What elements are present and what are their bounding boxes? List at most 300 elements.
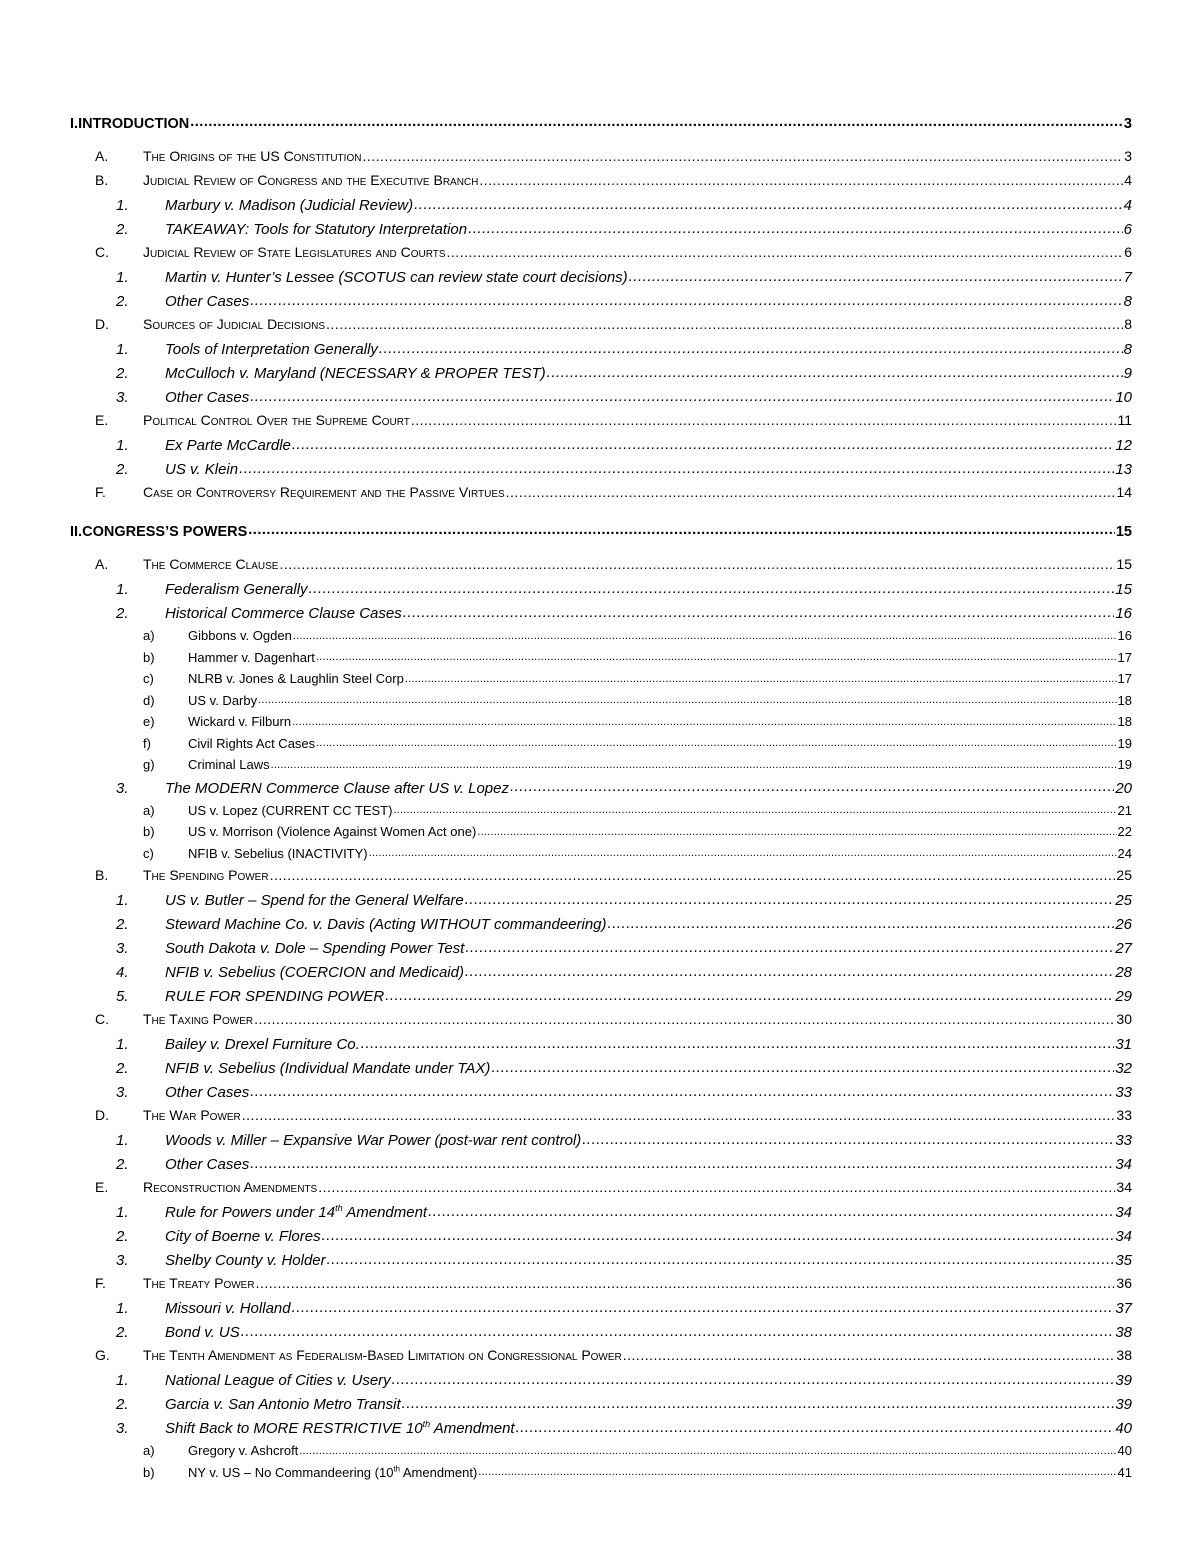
toc-entry-title-text: Sources of Judicial Decisions [143, 316, 326, 332]
toc-entry-gregory-v-ashcroft[interactable] [70, 1442, 1132, 1464]
toc-entry-title-text: NFIB v. Sebelius (Individual Mandate under TAX) [165, 1060, 491, 1077]
toc-entry-title [143, 867, 269, 883]
toc-entry-ny-v-us-no-commandeering-10-amendment[interactable] [70, 1464, 1132, 1486]
toc-entry-marbury-v-madison-judicial-review[interactable] [70, 195, 1132, 219]
toc-entry-title-text: The Spending Power [143, 867, 269, 883]
dot-leader [316, 735, 1116, 748]
toc-entry-us-v-klein[interactable] [70, 459, 1132, 483]
toc-page-number: 41 [1117, 1464, 1132, 1480]
toc-entry-takeaway-tools-for-statutory-interpretation[interactable] [70, 219, 1132, 243]
toc-entry-title [143, 484, 505, 500]
toc-entry-rule-for-powers-under-14-amendment[interactable] [70, 1202, 1132, 1226]
toc-entry-title [143, 1275, 255, 1291]
toc-entry-title-text: Other Cases [165, 1084, 250, 1101]
toc-entry-title-text: Garcia v. San Antonio Metro Transit [165, 1396, 401, 1413]
toc-entry-bailey-v-drexel-furniture-co[interactable] [70, 1034, 1132, 1058]
dot-leader [292, 435, 1114, 450]
toc-entry-political-control-over-the-supreme-court[interactable] [70, 411, 1132, 435]
dot-leader [271, 756, 1117, 769]
toc-entry-title [165, 1204, 427, 1221]
toc-entry-title [143, 1347, 622, 1363]
dot-leader [190, 113, 1123, 128]
dot-leader [402, 1394, 1115, 1409]
toc-page-number: 37 [1115, 1300, 1132, 1317]
toc-entry-title [188, 650, 315, 665]
toc-entry-title [188, 736, 315, 751]
toc-page-number: 38 [1116, 1347, 1132, 1363]
toc-entry-title-text: Missouri v. Holland [165, 1300, 291, 1317]
toc-entry-number: b) [143, 824, 155, 839]
toc-page-number: 18 [1117, 692, 1132, 708]
toc-page-number: 10 [1115, 389, 1132, 406]
toc-entry-title [165, 1252, 326, 1269]
toc-entry-title [143, 1179, 317, 1195]
toc-entry-mcculloch-v-maryland-necessary-proper-test[interactable] [70, 363, 1132, 387]
toc-entry-south-dakota-v-dole-spending-power-test[interactable] [70, 938, 1132, 962]
toc-entry-ex-parte-mccardle[interactable] [70, 435, 1132, 459]
dot-leader [582, 1130, 1114, 1145]
toc-entry-title [165, 780, 509, 797]
dot-leader [465, 890, 1115, 905]
toc-page-number: 39 [1115, 1372, 1132, 1389]
toc-entry-title-text: US v. Morrison (Violence Against Women Act one) [188, 824, 477, 839]
toc-page-number: 34 [1115, 1228, 1132, 1245]
toc-entry-title-text: Judicial Review of Congress and the Executive Branch [143, 172, 479, 188]
toc-entry-number: 1. [116, 1036, 129, 1053]
toc-entry-judicial-review-of-state-legislatures-and-courts[interactable] [70, 243, 1132, 267]
toc-entry-nfib-v-sebelius-coercion-and-medicaid[interactable] [70, 962, 1132, 986]
toc-entry-title-text: City of Boerne v. Flores [165, 1228, 321, 1245]
toc-page-number: 29 [1115, 988, 1132, 1005]
dot-leader [293, 627, 1117, 640]
toc-page-number: 25 [1116, 867, 1132, 883]
toc-entry-number: F. [95, 1275, 106, 1291]
toc-entry-steward-machine-co-v-davis-acting-without-commandeering[interactable] [70, 914, 1132, 938]
toc-entry-bond-v-us[interactable] [70, 1322, 1132, 1346]
toc-entry-title-text: Tools of Interpretation Generally [165, 341, 378, 358]
toc-entry-title-text: Hammer v. Dagenhart [188, 649, 315, 665]
dot-leader [309, 579, 1115, 594]
dot-leader [369, 845, 1117, 858]
dot-leader [405, 670, 1117, 683]
toc-entry-woods-v-miller-expansive-war-power-post-war-rent-control[interactable] [70, 1130, 1132, 1154]
toc-page-number: 21 [1117, 802, 1132, 818]
toc-entry-civil-rights-act-cases[interactable] [70, 735, 1132, 757]
toc-entry-the-taxing-power[interactable] [70, 1010, 1132, 1034]
toc-page-number: 17 [1117, 649, 1132, 665]
toc-entry-title [165, 1228, 321, 1245]
toc-entry-title-text: Steward Machine Co. v. Davis (Acting WITHOUT commandeering) [165, 916, 607, 933]
dot-leader [379, 339, 1123, 354]
toc-entry-nfib-v-sebelius-inactivity[interactable] [70, 845, 1132, 867]
toc-entry-other-cases[interactable] [70, 387, 1132, 411]
toc-entry-the-war-power[interactable] [70, 1106, 1132, 1130]
toc-entry-title [165, 581, 308, 598]
toc-entry-title [165, 389, 249, 406]
toc-entry-title [143, 556, 278, 572]
toc-entry-number: E. [95, 412, 109, 428]
toc-entry-title [165, 1156, 249, 1173]
toc-entry-number: C. [95, 1011, 109, 1027]
dot-leader [250, 291, 1122, 306]
toc-entry-title-text: Case or Controversy Requirement and the Passive Virtues [143, 484, 505, 500]
toc-entry-number: 4. [116, 964, 129, 981]
toc-entry-number: 2. [116, 916, 129, 933]
toc-entry-nlrb-v-jones-laughlin-steel-corp[interactable] [70, 670, 1132, 692]
toc-entry-other-cases[interactable] [70, 1154, 1132, 1178]
toc-entry-title [188, 1465, 477, 1480]
toc-entry-title [165, 293, 249, 310]
toc-entry-reconstruction-amendments[interactable] [70, 1178, 1132, 1202]
dot-leader [327, 1250, 1115, 1265]
toc-entry-title [143, 148, 361, 164]
dot-leader [385, 986, 1114, 1001]
toc-page-number: 31 [1115, 1036, 1132, 1053]
toc-entry-title [82, 524, 247, 540]
toc-entry-the-treaty-power[interactable] [70, 1274, 1132, 1298]
toc-entry-title-text: NLRB v. Jones & Laughlin Steel Corp [188, 671, 404, 686]
toc-entry-number: 1. [116, 1132, 129, 1149]
toc-entry-number: E. [95, 1179, 109, 1195]
toc-entry-title-text-after: Amendment) [399, 1464, 478, 1480]
toc-entry-title-text: Martin v. Hunter’s Lessee (SCOTUS can review state court decisions) [165, 269, 628, 286]
toc-page-number: 18 [1117, 714, 1132, 729]
toc-page-number: 35 [1115, 1252, 1132, 1269]
toc-page-number: 27 [1115, 940, 1132, 957]
toc-entry-title-text: Woods v. Miller – Expansive War Power (post-war rent control) [165, 1132, 582, 1149]
toc-entry-title-text: Political Control Over the Supreme Court [143, 412, 410, 428]
toc-entry-federalism-generally[interactable] [70, 579, 1132, 603]
toc-entry-number: f) [143, 735, 151, 751]
dot-leader [256, 1274, 1116, 1288]
toc-entry-title [143, 316, 325, 332]
toc-entry-judicial-review-of-congress-and-the-executive-branch[interactable] [70, 171, 1132, 195]
toc-entry-title-text-after: Amendment [430, 1420, 515, 1437]
toc-entry-title-text: RULE FOR SPENDING POWER [165, 988, 385, 1005]
toc-entry-national-league-of-cities-v-usery[interactable] [70, 1370, 1132, 1394]
toc-entry-title-text: Other Cases [165, 293, 250, 310]
toc-entry-title [165, 1132, 581, 1149]
toc-entry-city-of-boerne-v-flores[interactable] [70, 1226, 1132, 1250]
toc-entry-case-or-controversy-requirement-and-the-passive-virtues[interactable] [70, 483, 1132, 507]
toc-entry-title [165, 1084, 249, 1101]
toc-entry-wickard-v-filburn[interactable] [70, 713, 1132, 735]
toc-entry-other-cases[interactable] [70, 291, 1132, 315]
toc-entry-number: 2. [116, 1156, 129, 1173]
toc-entry-title-text: McCulloch v. Maryland (NECESSARY & PROPER TEST) [165, 365, 546, 382]
toc-entry-number: e) [143, 714, 155, 729]
toc-entry-title [188, 1443, 298, 1458]
toc-entry-title-text-after: Amendment [342, 1204, 428, 1221]
ordinal-superscript: th [335, 1203, 343, 1213]
toc-entry-title-text: Shift Back to MORE RESTRICTIVE 10 [165, 1420, 423, 1437]
toc-page-number: 7 [1123, 269, 1132, 286]
toc-entry-number: D. [95, 1107, 109, 1123]
toc-entry-number: a) [143, 628, 155, 643]
toc-page-number: 3 [1123, 115, 1132, 132]
toc-page-number: 40 [1115, 1420, 1132, 1437]
toc-entry-title [165, 892, 464, 909]
toc-entry-the-tenth-amendment-as-federalism-based-limitation-on-congressional-power[interactable] [70, 1346, 1132, 1370]
toc-entry-gibbons-v-ogden[interactable] [70, 627, 1132, 649]
toc-entry-title [165, 916, 607, 933]
toc-entry-number: 1. [116, 1300, 129, 1317]
toc-page-number: 3 [1124, 148, 1132, 164]
dot-leader [411, 411, 1117, 425]
toc-entry-title-text: The Commerce Clause [143, 556, 279, 572]
toc-entry-tools-of-interpretation-generally[interactable] [70, 339, 1132, 363]
toc-entry-title-text: NY v. US – No Commandeering (10 [188, 1464, 394, 1480]
toc-entry-title [165, 1324, 240, 1341]
toc-entry-title [188, 803, 392, 818]
toc-entry-title-text: US v. Butler – Spend for the General Welfare [165, 892, 464, 909]
dot-leader [361, 1034, 1115, 1049]
toc-page-number: 28 [1115, 964, 1132, 981]
toc-page-number: 15 [1115, 523, 1132, 540]
toc-entry-congress-s-powers[interactable] [70, 521, 1132, 545]
toc-entry-title [143, 1107, 241, 1123]
toc-page-number: 12 [1115, 437, 1132, 454]
toc-entry-title [165, 197, 413, 214]
toc-entry-number: B. [95, 172, 109, 188]
toc-entry-title-text: Gibbons v. Ogden [188, 628, 292, 643]
toc-page-number: 34 [1115, 1204, 1132, 1221]
toc-entry-number: c) [143, 845, 154, 861]
toc-entry-title-text: The Taxing Power [143, 1011, 254, 1027]
toc-entry-historical-commerce-clause-cases[interactable] [70, 603, 1132, 627]
toc-entry-number: 1. [116, 437, 129, 454]
toc-entry-number: 2. [116, 605, 129, 622]
toc-entry-title-text: Civil Rights Act Cases [188, 735, 316, 751]
toc-entry-us-v-darby[interactable] [70, 692, 1132, 714]
toc-entry-hammer-v-dagenhart[interactable] [70, 649, 1132, 671]
toc-entry-number: D. [95, 316, 109, 332]
toc-entry-title-text: Wickard v. Filburn [188, 714, 292, 729]
toc-entry-number: g) [143, 757, 155, 772]
dot-leader [258, 692, 1116, 705]
toc-page-number: 33 [1115, 1132, 1132, 1149]
dot-leader [393, 802, 1116, 815]
toc-entry-number: 1. [116, 1372, 129, 1389]
toc-entry-us-v-lopez-current-cc-test[interactable] [70, 802, 1132, 824]
toc-entry-us-v-butler-spend-for-the-general-welfare[interactable] [70, 890, 1132, 914]
dot-leader [299, 1442, 1116, 1455]
toc-entry-number: 3. [116, 389, 129, 406]
toc-entry-number: b) [143, 1464, 155, 1480]
toc-entry-shelby-county-v-holder[interactable] [70, 1250, 1132, 1274]
toc-entry-title-text: US v. Klein [165, 461, 239, 478]
toc-entry-martin-v-hunter-s-lessee-scotus-can-review-state-court-decisions[interactable] [70, 267, 1132, 291]
toc-entry-nfib-v-sebelius-individual-mandate-under-tax[interactable] [70, 1058, 1132, 1082]
toc-page-number: 30 [1116, 1011, 1132, 1027]
toc-entry-title-text: NFIB v. Sebelius (COERCION and Medicaid) [165, 964, 464, 981]
toc-entry-title [188, 824, 476, 839]
toc-page-number: 11 [1117, 412, 1132, 428]
toc-entry-number: c) [143, 671, 154, 686]
toc-entry-title [78, 116, 189, 132]
toc-entry-number: 2. [116, 365, 129, 382]
toc-entry-missouri-v-holland[interactable] [70, 1298, 1132, 1322]
toc-page-number: 15 [1116, 556, 1132, 572]
toc-entry-number: 2. [116, 1396, 129, 1413]
toc-entry-number: 1. [116, 341, 129, 358]
toc-entry-the-origins-of-the-us-constitution[interactable] [70, 147, 1132, 171]
toc-page-number: 16 [1115, 605, 1132, 622]
dot-leader [316, 649, 1117, 662]
toc-page-number: 6 [1123, 221, 1132, 238]
dot-leader [491, 1058, 1114, 1073]
toc-entry-title [188, 628, 292, 643]
toc-entry-the-modern-commerce-clause-after-us-v-lopez[interactable] [70, 778, 1132, 802]
toc-entry-title-text: Gregory v. Ashcroft [188, 1443, 299, 1458]
toc-entry-title-text: The Tenth Amendment as Federalism-Based Limitation on Congressional Power [143, 1347, 622, 1363]
toc-entry-title [188, 693, 257, 708]
toc-page-number: 33 [1115, 1084, 1132, 1101]
toc-entry-criminal-laws[interactable] [70, 756, 1132, 778]
dot-leader [250, 387, 1114, 402]
toc-page-number: 20 [1115, 779, 1132, 797]
toc-entry-the-spending-power[interactable] [70, 866, 1132, 890]
dot-leader [516, 1418, 1115, 1433]
toc-entry-number: 2. [116, 461, 129, 478]
dot-leader [250, 1082, 1114, 1097]
toc-page-number: 25 [1115, 892, 1132, 909]
toc-entry-number: C. [95, 244, 109, 260]
toc-entry-title-text: Shelby County v. Holder [165, 1252, 326, 1269]
toc-entry-number: a) [143, 1443, 155, 1458]
dot-leader [629, 267, 1123, 282]
toc-page-number: 19 [1117, 757, 1132, 772]
toc-entry-title [143, 1011, 253, 1027]
dot-leader [318, 1178, 1115, 1192]
toc-entry-title [188, 846, 368, 861]
dot-leader [362, 147, 1123, 161]
toc-entry-title [165, 1300, 291, 1317]
toc-page-number: 22 [1117, 824, 1132, 839]
dot-leader [414, 195, 1123, 210]
toc-page-number: 38 [1115, 1324, 1132, 1341]
toc-entry-number: B. [95, 867, 109, 883]
toc-entry-title-text: Judicial Review of State Legislatures and Courts [143, 244, 446, 260]
toc-page-number: 36 [1116, 1275, 1132, 1291]
toc-entry-title [165, 1420, 515, 1437]
dot-leader [477, 823, 1116, 836]
dot-leader [250, 1154, 1114, 1169]
dot-leader [254, 1010, 1115, 1024]
toc-entry-title [165, 1036, 360, 1053]
toc-entry-rule-for-spending-power[interactable] [70, 986, 1132, 1010]
toc-entry-title [165, 437, 291, 454]
toc-entry-title-text: Other Cases [165, 389, 250, 406]
toc-entry-title [165, 341, 378, 358]
toc-entry-title [165, 988, 384, 1005]
toc-page-number: 34 [1116, 1179, 1132, 1195]
toc-page-number: 8 [1124, 316, 1132, 332]
toc-entry-title-text: CONGRESS’S POWERS [82, 523, 248, 540]
toc-page-number: 9 [1123, 365, 1132, 382]
toc-entry-title-text: Marbury v. Madison (Judicial Review) [165, 197, 414, 214]
dot-leader [239, 459, 1114, 474]
toc-entry-title [165, 269, 628, 286]
toc-entry-number: G. [95, 1347, 110, 1363]
toc-entry-title [165, 1396, 401, 1413]
dot-leader [241, 1322, 1115, 1337]
toc-entry-other-cases[interactable] [70, 1082, 1132, 1106]
toc-page-number: 40 [1117, 1443, 1132, 1458]
toc-entry-title-text: US v. Darby [188, 692, 258, 708]
toc-page-number: 24 [1117, 845, 1132, 861]
toc-entry-title [165, 1372, 391, 1389]
ordinal-superscript: th [422, 1419, 431, 1429]
toc-entry-number: 3. [116, 940, 129, 957]
toc-page-number: 33 [1116, 1107, 1132, 1123]
toc-entry-title-text: Historical Commerce Clause Cases [165, 605, 402, 622]
toc-entry-number: I. [70, 115, 79, 132]
toc-entry-number: 3. [116, 1420, 129, 1437]
toc-entry-number: A. [95, 556, 109, 572]
dot-leader [279, 555, 1115, 569]
toc-entry-title-text: US v. Lopez (CURRENT CC TEST) [188, 802, 393, 818]
toc-entry-number: 3. [116, 1084, 129, 1101]
toc-entry-title-text: TAKEAWAY: Tools for Statutory Interpretation [165, 221, 468, 238]
toc-entry-title [165, 365, 546, 382]
toc-entry-shift-back-to-more-restrictive-10-amendment[interactable] [70, 1418, 1132, 1442]
toc-entry-title-text: Bond v. US [165, 1324, 240, 1341]
toc-entry-sources-of-judicial-decisions[interactable] [70, 315, 1132, 339]
toc-entry-number: 2. [116, 1060, 129, 1077]
toc-entry-us-v-morrison-violence-against-women-act-one[interactable] [70, 823, 1132, 845]
toc-page-number: 14 [1116, 484, 1132, 500]
toc-entry-title [165, 940, 464, 957]
toc-page-number: 26 [1115, 916, 1132, 933]
toc-entry-title [165, 605, 402, 622]
toc-entry-title-text: Federalism Generally [165, 581, 308, 598]
toc-entry-title-text: The MODERN Commerce Clause after US v. Lopez [165, 779, 509, 797]
toc-entry-number: II. [70, 523, 83, 540]
toc-entry-title-text: The Origins of the US Constitution [143, 148, 362, 164]
toc-page-number: 4 [1124, 172, 1132, 188]
dot-leader [465, 962, 1114, 977]
toc-entry-number: a) [143, 802, 155, 818]
toc-entry-title [188, 757, 270, 772]
toc-entry-number: F. [95, 484, 106, 500]
toc-entry-the-commerce-clause[interactable] [70, 555, 1132, 579]
toc-entry-number: 2. [116, 221, 129, 238]
toc-entry-garcia-v-san-antonio-metro-transit[interactable] [70, 1394, 1132, 1418]
toc-entry-number: d) [143, 692, 155, 708]
toc-entry-title [188, 714, 291, 729]
dot-leader [292, 713, 1116, 726]
toc-entry-introduction[interactable] [70, 113, 1132, 137]
toc-page-number: 34 [1115, 1156, 1132, 1173]
toc-entry-title [165, 221, 467, 238]
dot-leader [428, 1202, 1114, 1217]
toc-entry-title-text: The War Power [143, 1107, 241, 1123]
toc-entry-number: 2. [116, 1324, 129, 1341]
toc-entry-number: 1. [116, 892, 129, 909]
toc-page-number: 19 [1117, 735, 1132, 751]
dot-leader [447, 243, 1124, 257]
toc-entry-number: 1. [116, 581, 129, 598]
toc-entry-number: A. [95, 148, 109, 164]
toc-entry-title [143, 244, 446, 260]
toc-entry-number: 2. [116, 293, 129, 310]
toc-entry-title-text: NFIB v. Sebelius (INACTIVITY) [188, 845, 368, 861]
toc-entry-title-text: INTRODUCTION [78, 115, 190, 132]
toc-entry-number: b) [143, 649, 155, 665]
toc-page-number: 4 [1123, 197, 1132, 214]
dot-leader [326, 315, 1123, 329]
